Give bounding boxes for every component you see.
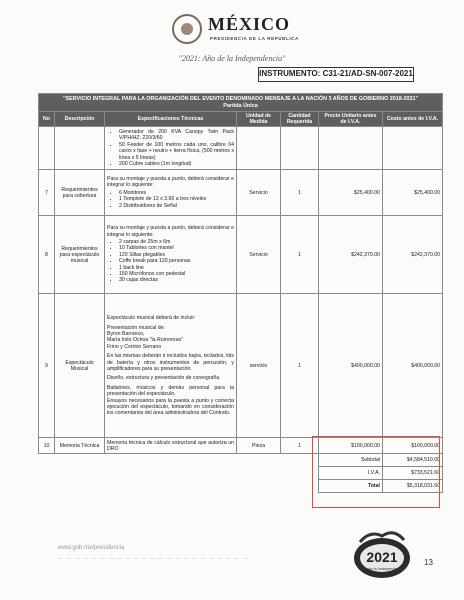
page-number: 13 (424, 558, 433, 567)
row-description: Requerimientos para espectáculo musical (55, 216, 105, 294)
row-number: 10 (39, 438, 55, 454)
spec-cell: Memoria técnica de cálculo estructural que autoriza un DRO (105, 438, 237, 454)
total-label: Total (319, 480, 383, 493)
table-row (39, 294, 443, 438)
unit-cell: servicio (237, 294, 281, 438)
column-header: Unidad de Medida (237, 112, 281, 127)
logo-year: 2021 (366, 549, 398, 565)
spec-paragraph: Presentación musical de: Byron Barranco, María Inés Ochoa "la Rumorosa" Frino y Corrion Serrano (107, 324, 183, 350)
spec-item: • 2 Distribuidores de Señal (119, 203, 234, 209)
footer-url: www.gob.mx/presidencia (58, 545, 125, 551)
price-cell: $242,370.00 (319, 216, 383, 294)
total-value: $733,521.60 (383, 467, 443, 480)
country-name: MÉXICO (208, 14, 290, 34)
anniversary-logo (352, 528, 412, 580)
spec-item: • 1 back line (119, 265, 234, 271)
column-header: Precio Unitario antes de I.V.A. (319, 112, 383, 127)
spec-item: • 200 Cubre cables (1m longitud) (119, 161, 234, 167)
price-cell: $400,000.00 (319, 294, 383, 438)
table-title: "SERVICIO INTEGRAL PARA LA ORGANIZACIÓN DEL EVENTO DENOMINADO MENSAJE A LA NACIÓN 3 AÑOS DE GOBIERNO 2018-2021" Partida Única (39, 94, 443, 112)
total-label: Subtotal (319, 454, 383, 467)
instrument-number: INSTRUMENTO: C31-21/AD-SN-007-2021 (258, 67, 414, 82)
table-row (39, 127, 443, 170)
services-table (38, 93, 443, 493)
cost-cell: $25,400.00 (383, 170, 443, 216)
spec-item: • 2 carpas de 25m x 6m (119, 239, 234, 245)
total-label: I.V.A. (319, 467, 383, 480)
unit-cell: Servicio (237, 216, 281, 294)
spec-cell (105, 127, 237, 170)
unit-cell: Pieza (237, 438, 281, 454)
government-header (172, 12, 312, 54)
column-header: Especificaciones Técnicas (105, 112, 237, 127)
highlight-box (312, 436, 440, 508)
presidency-label: PRESIDENCIA DE LA REPÚBLICA (210, 36, 299, 41)
row-number: 8 (39, 216, 55, 294)
qty-cell: 1 (281, 216, 319, 294)
table-row (39, 170, 443, 216)
spec-cell (105, 216, 237, 294)
row-description: Memoria Técnica (55, 438, 105, 454)
spec-intro: Para su montaje y puesta a punto, deberá considerar e integrar lo siguiente: (107, 225, 234, 238)
cost-cell: $400,000.00 (383, 294, 443, 438)
national-seal-icon (172, 14, 202, 44)
qty-cell: 1 (281, 170, 319, 216)
logo-emblem-icon (352, 528, 412, 580)
row-number: 9 (39, 294, 55, 438)
row-number: 7 (39, 170, 55, 216)
spec-paragraph: Diseño, estructura y presentación de coreografía. (107, 375, 221, 382)
cost-cell: $100,000.00 (383, 438, 443, 454)
table-row (39, 216, 443, 294)
price-cell: $100,000.00 (319, 438, 383, 454)
spec-paragraph: En las mismas deberán ir incluidos bajos, teclados, kits de batería y otros instrumentos de percusión, y amplificadores para su presentación. (107, 353, 234, 372)
spec-item: • Coffe break para 120 personas (119, 258, 234, 264)
footer-decoration: — — — — — — — — — — — — — — — — — — — — — — — (58, 556, 249, 562)
spec-paragraph: Bailarines, músicos y demás personal para la presentación del espectáculo. Ensayos necesarios para la puesta a punto y correcta ejecución del espectáculo, tomando en consideración los comentarios del área administradora del Contrato. (107, 384, 234, 417)
unit-cell: Servicio (237, 170, 281, 216)
total-value: $5,318,031.60 (383, 480, 443, 493)
total-value: $4,584,510.00 (383, 454, 443, 467)
column-header: No (39, 112, 55, 127)
year-motto: "2021: Año de la Independencia" (178, 54, 286, 63)
spec-item: • 30 cajas directas (119, 277, 234, 283)
row-description: Requerimientos para cobertura (55, 170, 105, 216)
spec-cell (105, 294, 237, 438)
spec-item: • Generador de 200 KVA Canopy Twin Pack V/PH/HZ: 220/3/60 (119, 129, 234, 142)
row-description: Espectáculo Musical (55, 294, 105, 438)
price-cell: $25,400.00 (319, 170, 383, 216)
cost-cell: $242,370.00 (383, 216, 443, 294)
spec-paragraph: Espectáculo musical deberá de incluir: (107, 315, 196, 322)
spec-item: • 10 Tablones con mantel (119, 245, 234, 251)
spec-item: • 120 Sillas plegables (119, 252, 234, 258)
table-header-row (39, 112, 443, 127)
spec-intro: Para su montaje y puesta a punto, deberá considerar e integrar lo siguiente: (107, 175, 234, 189)
spec-cell (105, 170, 237, 216)
spec-item: • 150 Micrófonos con pedestal (119, 271, 234, 277)
spec-item: • 6 Monitores (119, 190, 234, 196)
qty-cell: 1 (281, 294, 319, 438)
column-header: Costo antes de I.V.A. (383, 112, 443, 127)
column-header: Cantidad Requerida (281, 112, 319, 127)
spec-item: • 50 Feeder de 100 metros cada uno, calibre 04 caros x fase + neutro + tierra física, (500 metros x línea x 5 líneas) (119, 142, 234, 161)
table-subtitle: Partida Única (223, 102, 258, 109)
qty-cell: 1 (281, 438, 319, 454)
logo-caption: Año de la Independencia (359, 566, 405, 571)
column-header: Descripción (55, 112, 105, 127)
spec-item: • 1 Templete de 12 x 3.66 a tres niveles (119, 196, 234, 202)
